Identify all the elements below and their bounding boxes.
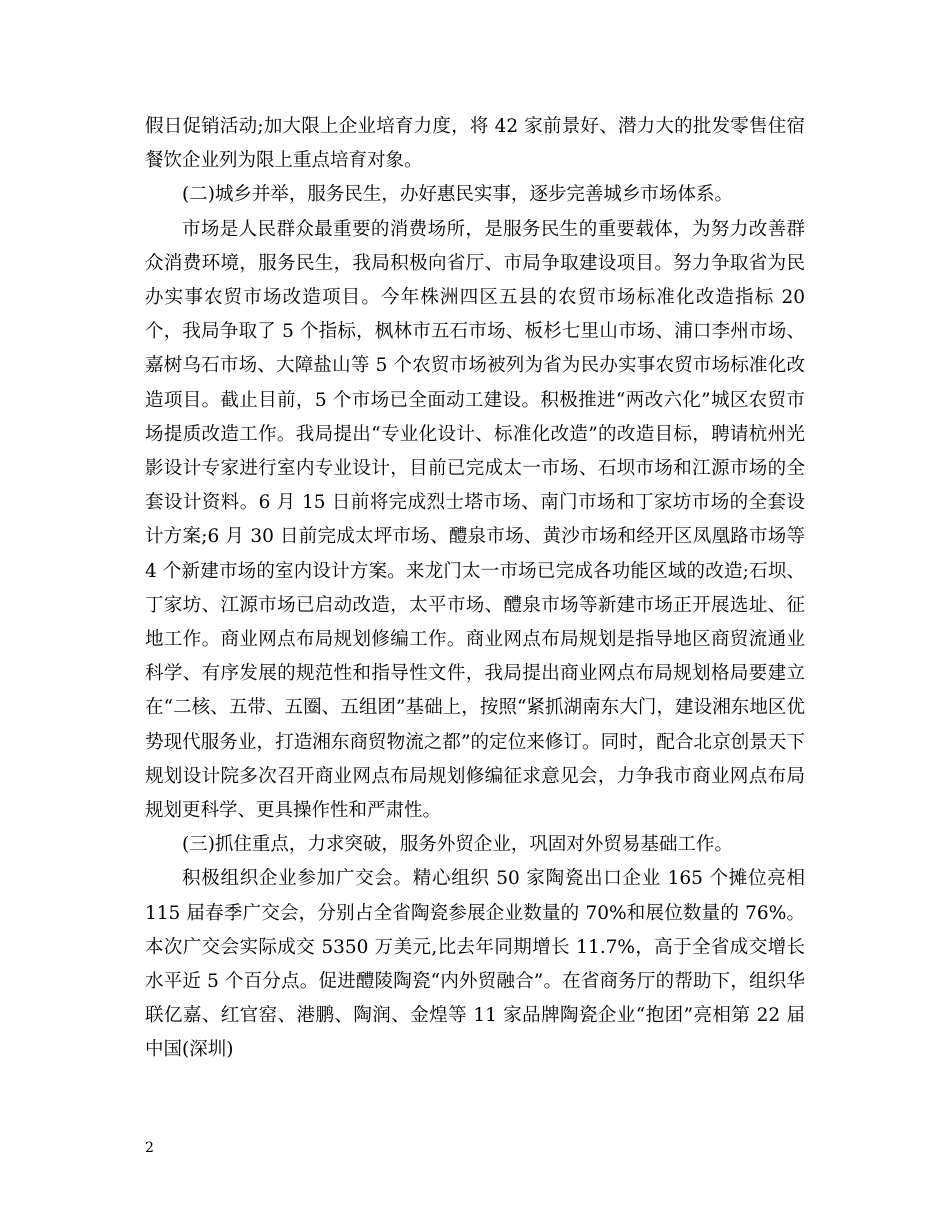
section-heading-2: (二)城乡并举，服务民生，办好惠民实事，逐步完善城乡市场体系。 — [182, 184, 733, 206]
page-number: 2 — [145, 1140, 154, 1156]
paragraph-canton-fair: 积极组织企业参加广交会。精心组织 50 家陶瓷出口企业 165 个摊位亮相 115 届春季广交会，分别占全省陶瓷参展企业数量的 70%和展位数量的 76%。本次广交会实际成交 5350 万美元,比去年同期增长 11.7%，高于全省成交增长水平近 5 个百分点。促进醴陵陶瓷“内外贸融合”。在省商务厅的帮助下，组织华联亿嘉、红官窑、港鹏、陶润、金煌等 11 家品牌陶瓷企业“抱团”亮相第 22 届中国(深圳) — [145, 868, 805, 1061]
paragraph-markets: 市场是人民群众最重要的消费场所，是服务民生的重要载体，为努力改善群众消费环境，服务民生，我局积极向省厅、市局争取建设项目。努力争取省为民办实事农贸市场改造项目。今年株洲四区五县的农贸市场标准化改造指标 20 个，我局争取了 5 个指标，枫林市五石市场、板杉七里山市场、浦口李州市场、嘉树乌石市场、大障盐山等 5 个农贸市场被列为省为民办实事农贸市场标准化改造项目。截止目前，5 个市场已全面动工建设。积极推进“两改六化”城区农贸市场提质改造工作。我局提出“专业化设计、标准化改造”的改造目标，聘请杭州光影设计专家进行室内专业设计，目前已完成太一市场、石坝市场和江源市场的全套设计资料。6 月 15 日前将完成烈士塔市场、南门市场和丁家坊市场的全套设计方案;6 月 30 日前完成太坪市场、醴泉市场、黄沙市场和经开区凤凰路市场等 4 个新建市场的室内设计方案。来龙门太一市场已完成各功能区域的改造;石坝、丁家坊、江源市场已启动改造，太平市场、醴泉市场等新建市场正开展选址、征地工作。商业网点布局规划修编工作。商业网点布局规划是指导地区商贸流通业科学、有序发展的规范性和指导性文件，我局提出商业网点布局规划格局要建立在“二核、五带、五圈、五组团”基础上，按照“紧抓湖南东大门，建设湘东地区优势现代服务业，打造湘东商贸物流之都”的定位来修订。同时，配合北京创景天下规划设计院多次召开商业网点布局规划修编征求意见会，力争我市商业网点布局规划更科学、更具操作性和严肃性。 — [145, 218, 805, 822]
document-body — [145, 110, 805, 1068]
section-heading-3: (三)抓住重点，力求突破，服务外贸企业，巩固对外贸易基础工作。 — [182, 834, 733, 856]
paragraph-continuation: 假日促销活动;加大限上企业培育力度，将 42 家前景好、潜力大的批发零售住宿餐饮企业列为限上重点培育对象。 — [145, 116, 805, 172]
